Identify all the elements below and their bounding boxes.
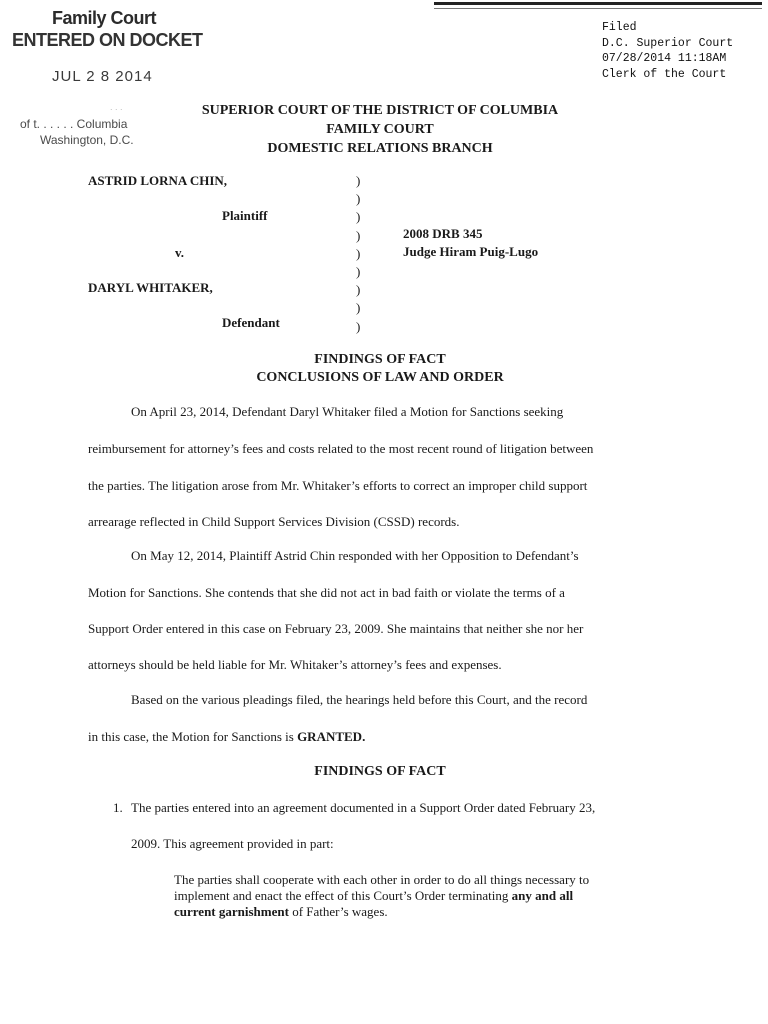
versus-label: v. (175, 245, 185, 260)
plaintiff-name: ASTRID LORNA CHIN, (88, 173, 228, 188)
stamp-title: Family Court (52, 8, 157, 28)
quote-emphasis: current garnishment (174, 904, 289, 919)
paragraph-line: attorneys should be held liable for Mr. Whitaker’s attorney’s fees and expenses. (88, 657, 502, 672)
paragraph-line: Based on the various pleadings filed, the hearings held before this Court, and the record (131, 692, 588, 707)
filed-block (602, 20, 733, 82)
order-title (180, 351, 580, 387)
caption-paren: ) (356, 282, 361, 298)
quote-line (174, 888, 589, 904)
stamp-line3: Washington, D.C. (40, 133, 134, 147)
granted-text: GRANTED. (297, 729, 366, 744)
filed-stamp-rule-thin (434, 8, 762, 9)
stamp-line1: . . . (110, 102, 123, 112)
paragraph-line (88, 729, 365, 745)
quote-text: implement and enact the effect of this Court’s Order terminating (174, 888, 512, 903)
filed-clerk: Clerk of the Court (602, 67, 727, 81)
court-name: SUPERIOR COURT OF THE DISTRICT OF COLUMBIA (201, 103, 559, 118)
findings-heading: FINDINGS OF FACT (314, 764, 446, 779)
caption-paren: ) (356, 227, 361, 243)
paragraph-text: in this case, the Motion for Sanctions is (88, 729, 298, 744)
paragraph-line: On April 23, 2014, Defendant Daryl Whitaker filed a Motion for Sanctions seeking (131, 404, 564, 419)
caption-paren: ) (356, 318, 361, 334)
caption-paren: ) (356, 173, 361, 188)
paragraph-line: On May 12, 2014, Plaintiff Astrid Chin responded with her Opposition to Defendant’s (131, 548, 579, 563)
plaintiff-label: Plaintiff (222, 208, 268, 223)
court-division: FAMILY COURT (326, 122, 434, 137)
quote-text: of Father’s wages. (288, 904, 388, 919)
court-branch: DOMESTIC RELATIONS BRANCH (267, 141, 493, 156)
case-number: 2008 DRB 345 (403, 226, 483, 241)
stamp-line2: of t. . . . . . Columbia (20, 117, 128, 131)
caption-parentheses (356, 172, 360, 336)
quote-line: The parties shall cooperate with each other in order to do all things necessary to (174, 872, 590, 887)
finding-1-line2: 2009. This agreement provided in part: (131, 836, 334, 851)
paragraph-line: the parties. The litigation arose from Mr. Whitaker’s efforts to correct an improper child support (88, 478, 588, 493)
paragraph-line: arrearage reflected in Child Support Services Division (CSSD) records. (88, 514, 460, 529)
paragraph-line: reimbursement for attorney’s fees and costs related to the most recent round of litigation between (88, 441, 594, 456)
judge-name: Judge Hiram Puig-Lugo (403, 244, 539, 259)
paragraph-line: Support Order entered in this case on February 23, 2009. She maintains that neither she nor her (88, 621, 584, 636)
order-title-line2: CONCLUSIONS OF LAW AND ORDER (256, 370, 504, 385)
filed-timestamp: 07/28/2014 11:18AM (602, 52, 727, 65)
finding-1-line1: The parties entered into an agreement documented in a Support Order dated February 23, (131, 800, 596, 815)
quote-emphasis: any and all (511, 888, 574, 903)
filed-court: D.C. Superior Court (602, 36, 734, 50)
court-heading (150, 101, 610, 158)
block-quote (174, 872, 589, 920)
caption-paren: ) (356, 191, 361, 207)
finding-1-number: 1. (113, 800, 123, 815)
defendant-label: Defendant (222, 315, 280, 330)
stamp-entered-on-docket: ENTERED ON DOCKET (12, 30, 203, 50)
caption-paren: ) (356, 245, 361, 261)
stamp-date: JUL 2 8 2014 (52, 68, 153, 85)
filed-stamp-rule (434, 2, 762, 5)
caption-paren: ) (356, 300, 361, 316)
paragraph-line: Motion for Sanctions. She contends that she did not act in bad faith or violate the terms of a (88, 585, 565, 600)
quote-line (174, 904, 589, 920)
filed-label: Filed (602, 21, 637, 34)
caption-paren: ) (356, 264, 361, 280)
caption-paren: ) (356, 209, 361, 225)
order-title-line1: FINDINGS OF FACT (314, 352, 446, 367)
defendant-name: DARYL WHITAKER, (88, 280, 213, 295)
